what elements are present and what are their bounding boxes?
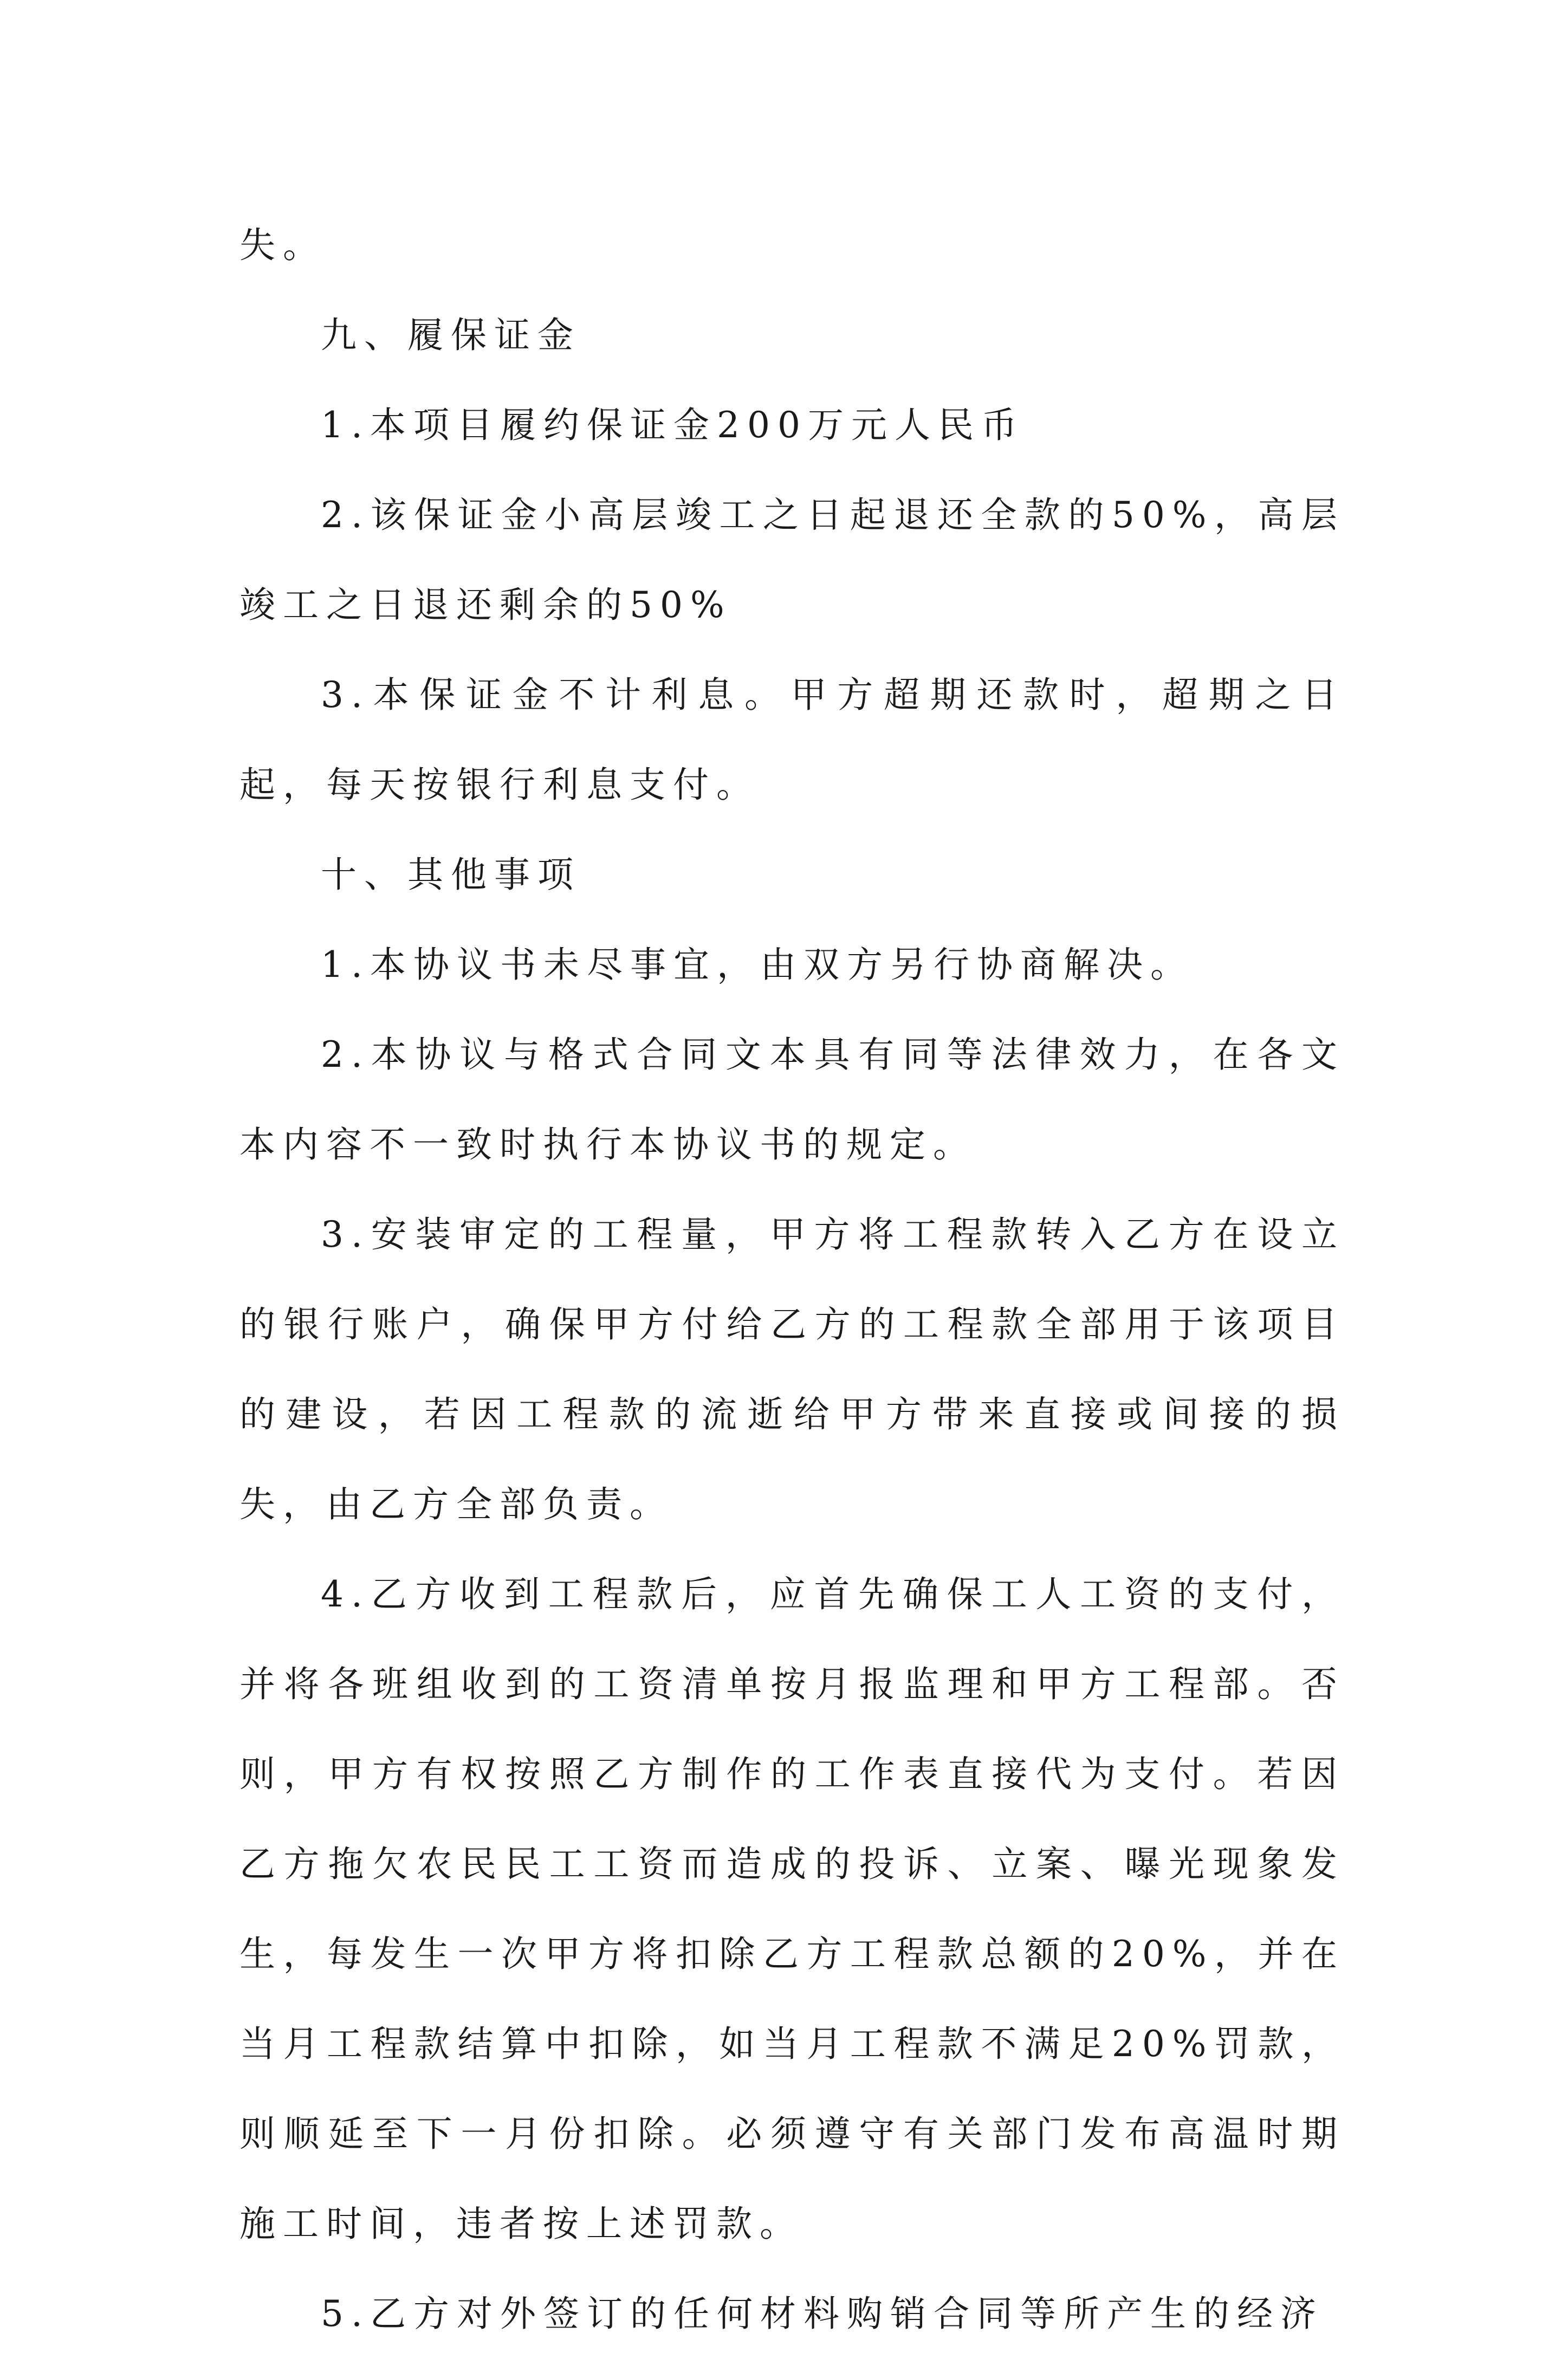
paragraph: 3.安装审定的工程量，甲方将工程款转入乙方在设立的银行账户，确保甲方付给乙方的工程款全部用于该项目的建设，若因工程款的流逝给甲方带来直接或间接的损失，由乙方全部负责。 <box>239 1214 1345 1525</box>
paragraph: 4.乙方收到工程款后，应首先确保工人工资的支付，并将各班组收到的工资清单按月报监理和甲方工程部。否则，甲方有权按照乙方制作的工作表直接代为支付。若因乙方拖欠农民民工工资而造成的投诉、立案、曝光现象发生，每发生一次甲方将扣除乙方工程款总额的20%，并在当月工程款结算中扣除，如当月工程款不满足20%罚款，则顺延至下一月份扣除。必须遵守有关部门发布高温时期施工时间，违者按上述罚款。 <box>239 1573 1345 2245</box>
document-body <box>239 200 1345 2359</box>
paragraph: 5.乙方对外签订的任何材料购销合同等所产生的经济 <box>321 2293 1324 2335</box>
paragraph-continuation: 失。 <box>239 224 326 266</box>
paragraph: 2.本协议与格式合同文本具有同等法律效力，在各文本内容不一致时执行本协议书的规定。 <box>239 1034 1345 1165</box>
paragraph: 3.本保证金不计利息。甲方超期还款时，超期之日起，每天按银行利息支付。 <box>239 674 1345 806</box>
section-heading-performance-bond: 九、履保证金 <box>321 314 581 356</box>
paragraph: 1.本协议书未尽事宜，由双方另行协商解决。 <box>321 944 1194 986</box>
paragraph: 2.该保证金小高层竣工之日起退还全款的50%，高层竣工之日退还剩余的50% <box>239 494 1345 626</box>
paragraph: 1.本项目履约保证金200万元人民币 <box>321 404 1025 446</box>
section-heading-other-matters: 十、其他事项 <box>321 854 581 896</box>
